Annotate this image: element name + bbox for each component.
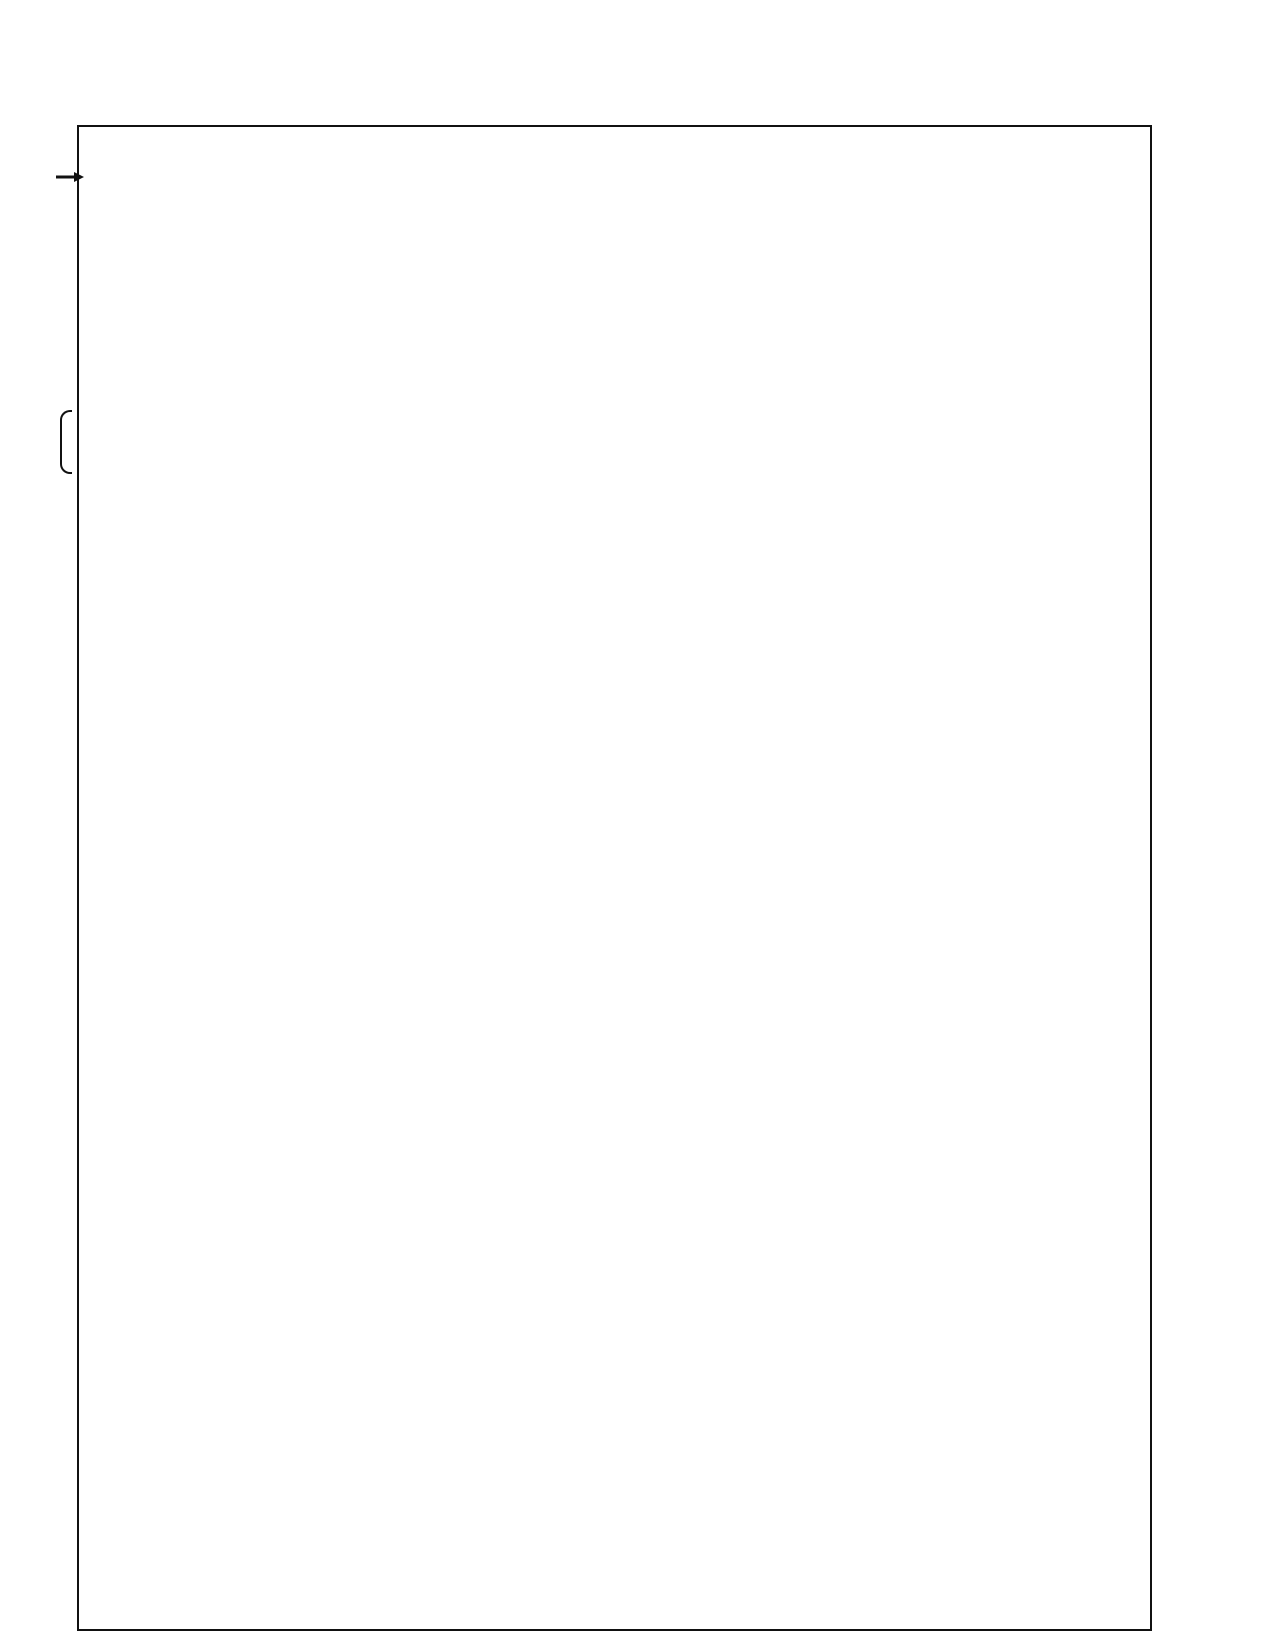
- score-grid: [77, 125, 1152, 1631]
- atb-brace: [60, 410, 72, 474]
